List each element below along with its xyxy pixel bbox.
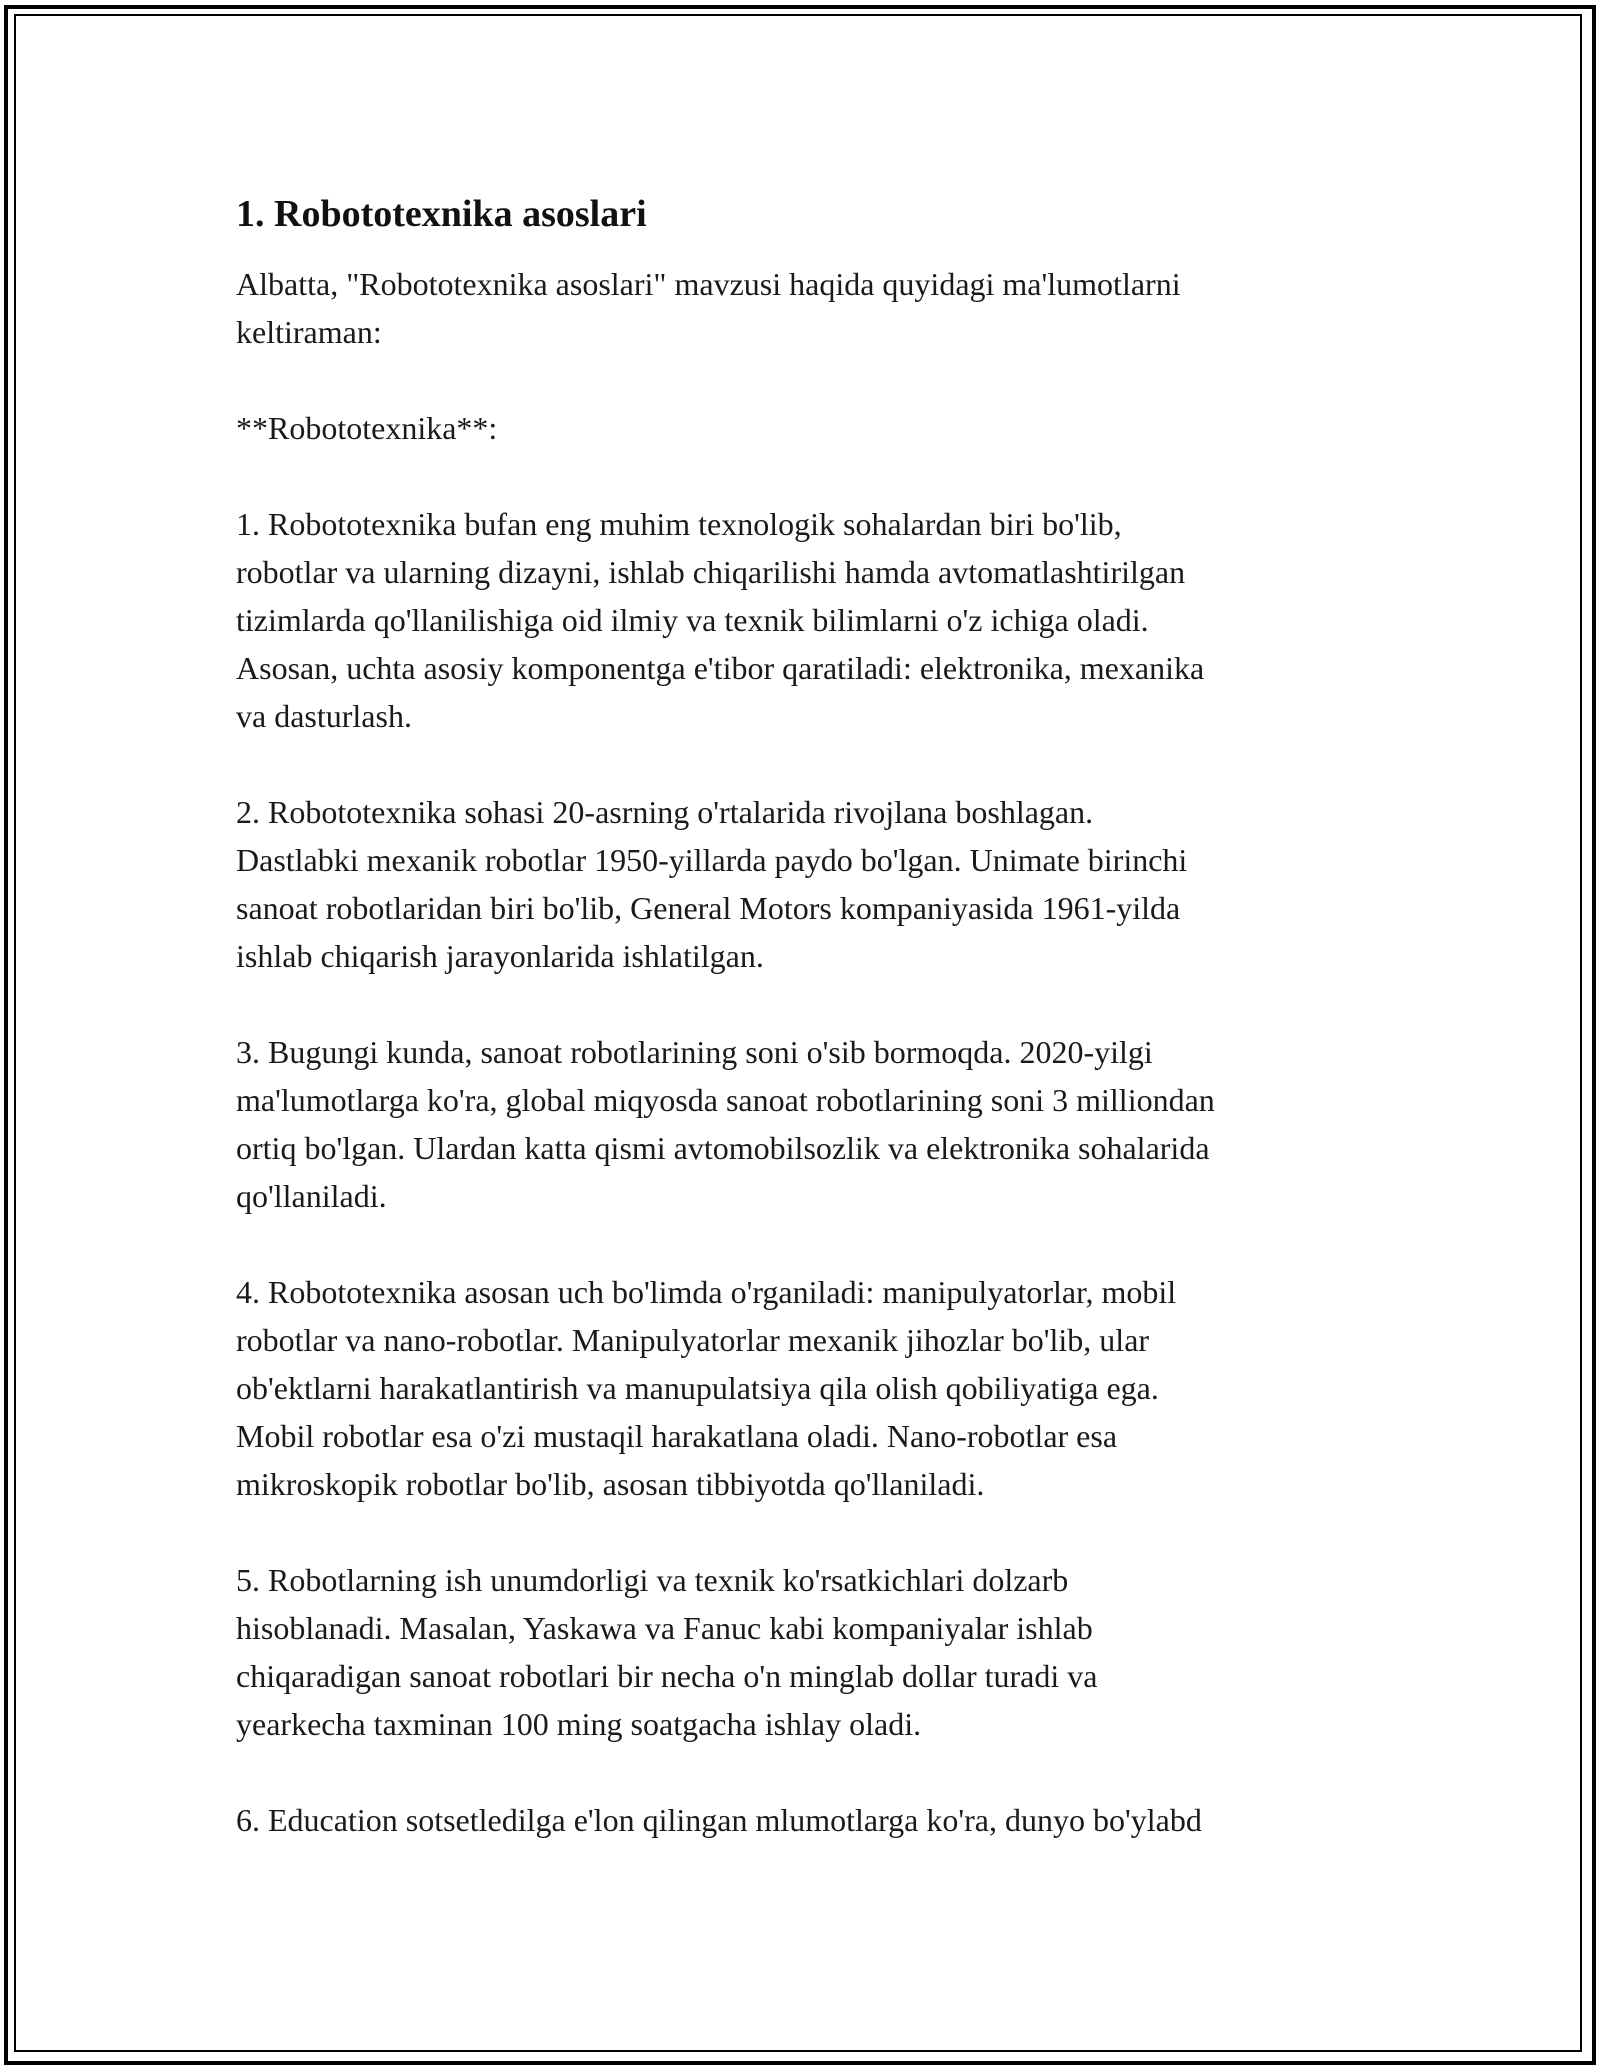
document-body [236, 188, 1386, 1892]
list-item-2: 2. Robototexnika sohasi 20-asrning o'rtalarida rivojlana boshlagan. Dastlabki mexanik robotlar 1950-yillarda paydo bo'lgan. Unimate birinchi sanoat robotlaridan biri bo'lib, General Motors kompaniyasida 1961-yilda ishlab chiqarish jarayonlarida ishlatilgan. [236, 794, 1188, 974]
list-item-1: 1. Robototexnika bufan eng muhim texnologik sohalardan biri bo'lib, robotlar va ularning dizayni, ishlab chiqarilishi hamda avtomatlashtirilgan tizimlarda qo'llanilishiga oid ilmiy va texnik bilimlarni o'z ichiga oladi. Asosan, uchta asosiy komponentga e'tibor qaratiladi: elektronika, mexanika va dasturlash. [236, 506, 1205, 734]
intro-paragraph: Albatta, "Robototexnika asoslari" mavzusi haqida quyidagi ma'lumotlarni keltiraman: [236, 266, 1181, 350]
section-heading-robototexnika: **Robototexnika**: [236, 410, 498, 446]
list-item-4: 4. Robototexnika asosan uch bo'limda o'rganiladi: manipulyatorlar, mobil robotlar va nano-robotlar. Manipulyatorlar mexanik jihozlar bo'lib, ular ob'ektlarni harakatlantirish va manupulatsiya qila olish qobiliyatiga ega. Mobil robotlar esa o'zi mustaqil harakatlana oladi. Nano-robotlar esa mikroskopik robotlar bo'lib, asosan tibbiyotda qo'llaniladi. [236, 1274, 1177, 1502]
list-item-6: 6. Education sotsetledilga e'lon qilingan mlumotlarga ko'ra, dunyo bo'ylabd [236, 1802, 1202, 1838]
document-title: 1. Robototexnika asoslari [236, 193, 647, 235]
list-item-3: 3. Bugungi kunda, sanoat robotlarining soni o'sib bormoqda. 2020-yilgi ma'lumotlarga ko'ra, global miqyosda sanoat robotlarining soni 3 milliondan ortiq bo'lgan. Ulardan katta qismi avtomobilsozlik va elektronika sohalarida qo'llaniladi. [236, 1034, 1215, 1214]
list-item-5: 5. Robotlarning ish unumdorligi va texnik ko'rsatkichlari dolzarb hisoblanadi. Masalan, Yaskawa va Fanuc kabi kompaniyalar ishlab chiqaradigan sanoat robotlari bir necha o'n minglab dollar turadi va yearkecha taxminan 100 ming soatgacha ishlay oladi. [236, 1562, 1098, 1742]
